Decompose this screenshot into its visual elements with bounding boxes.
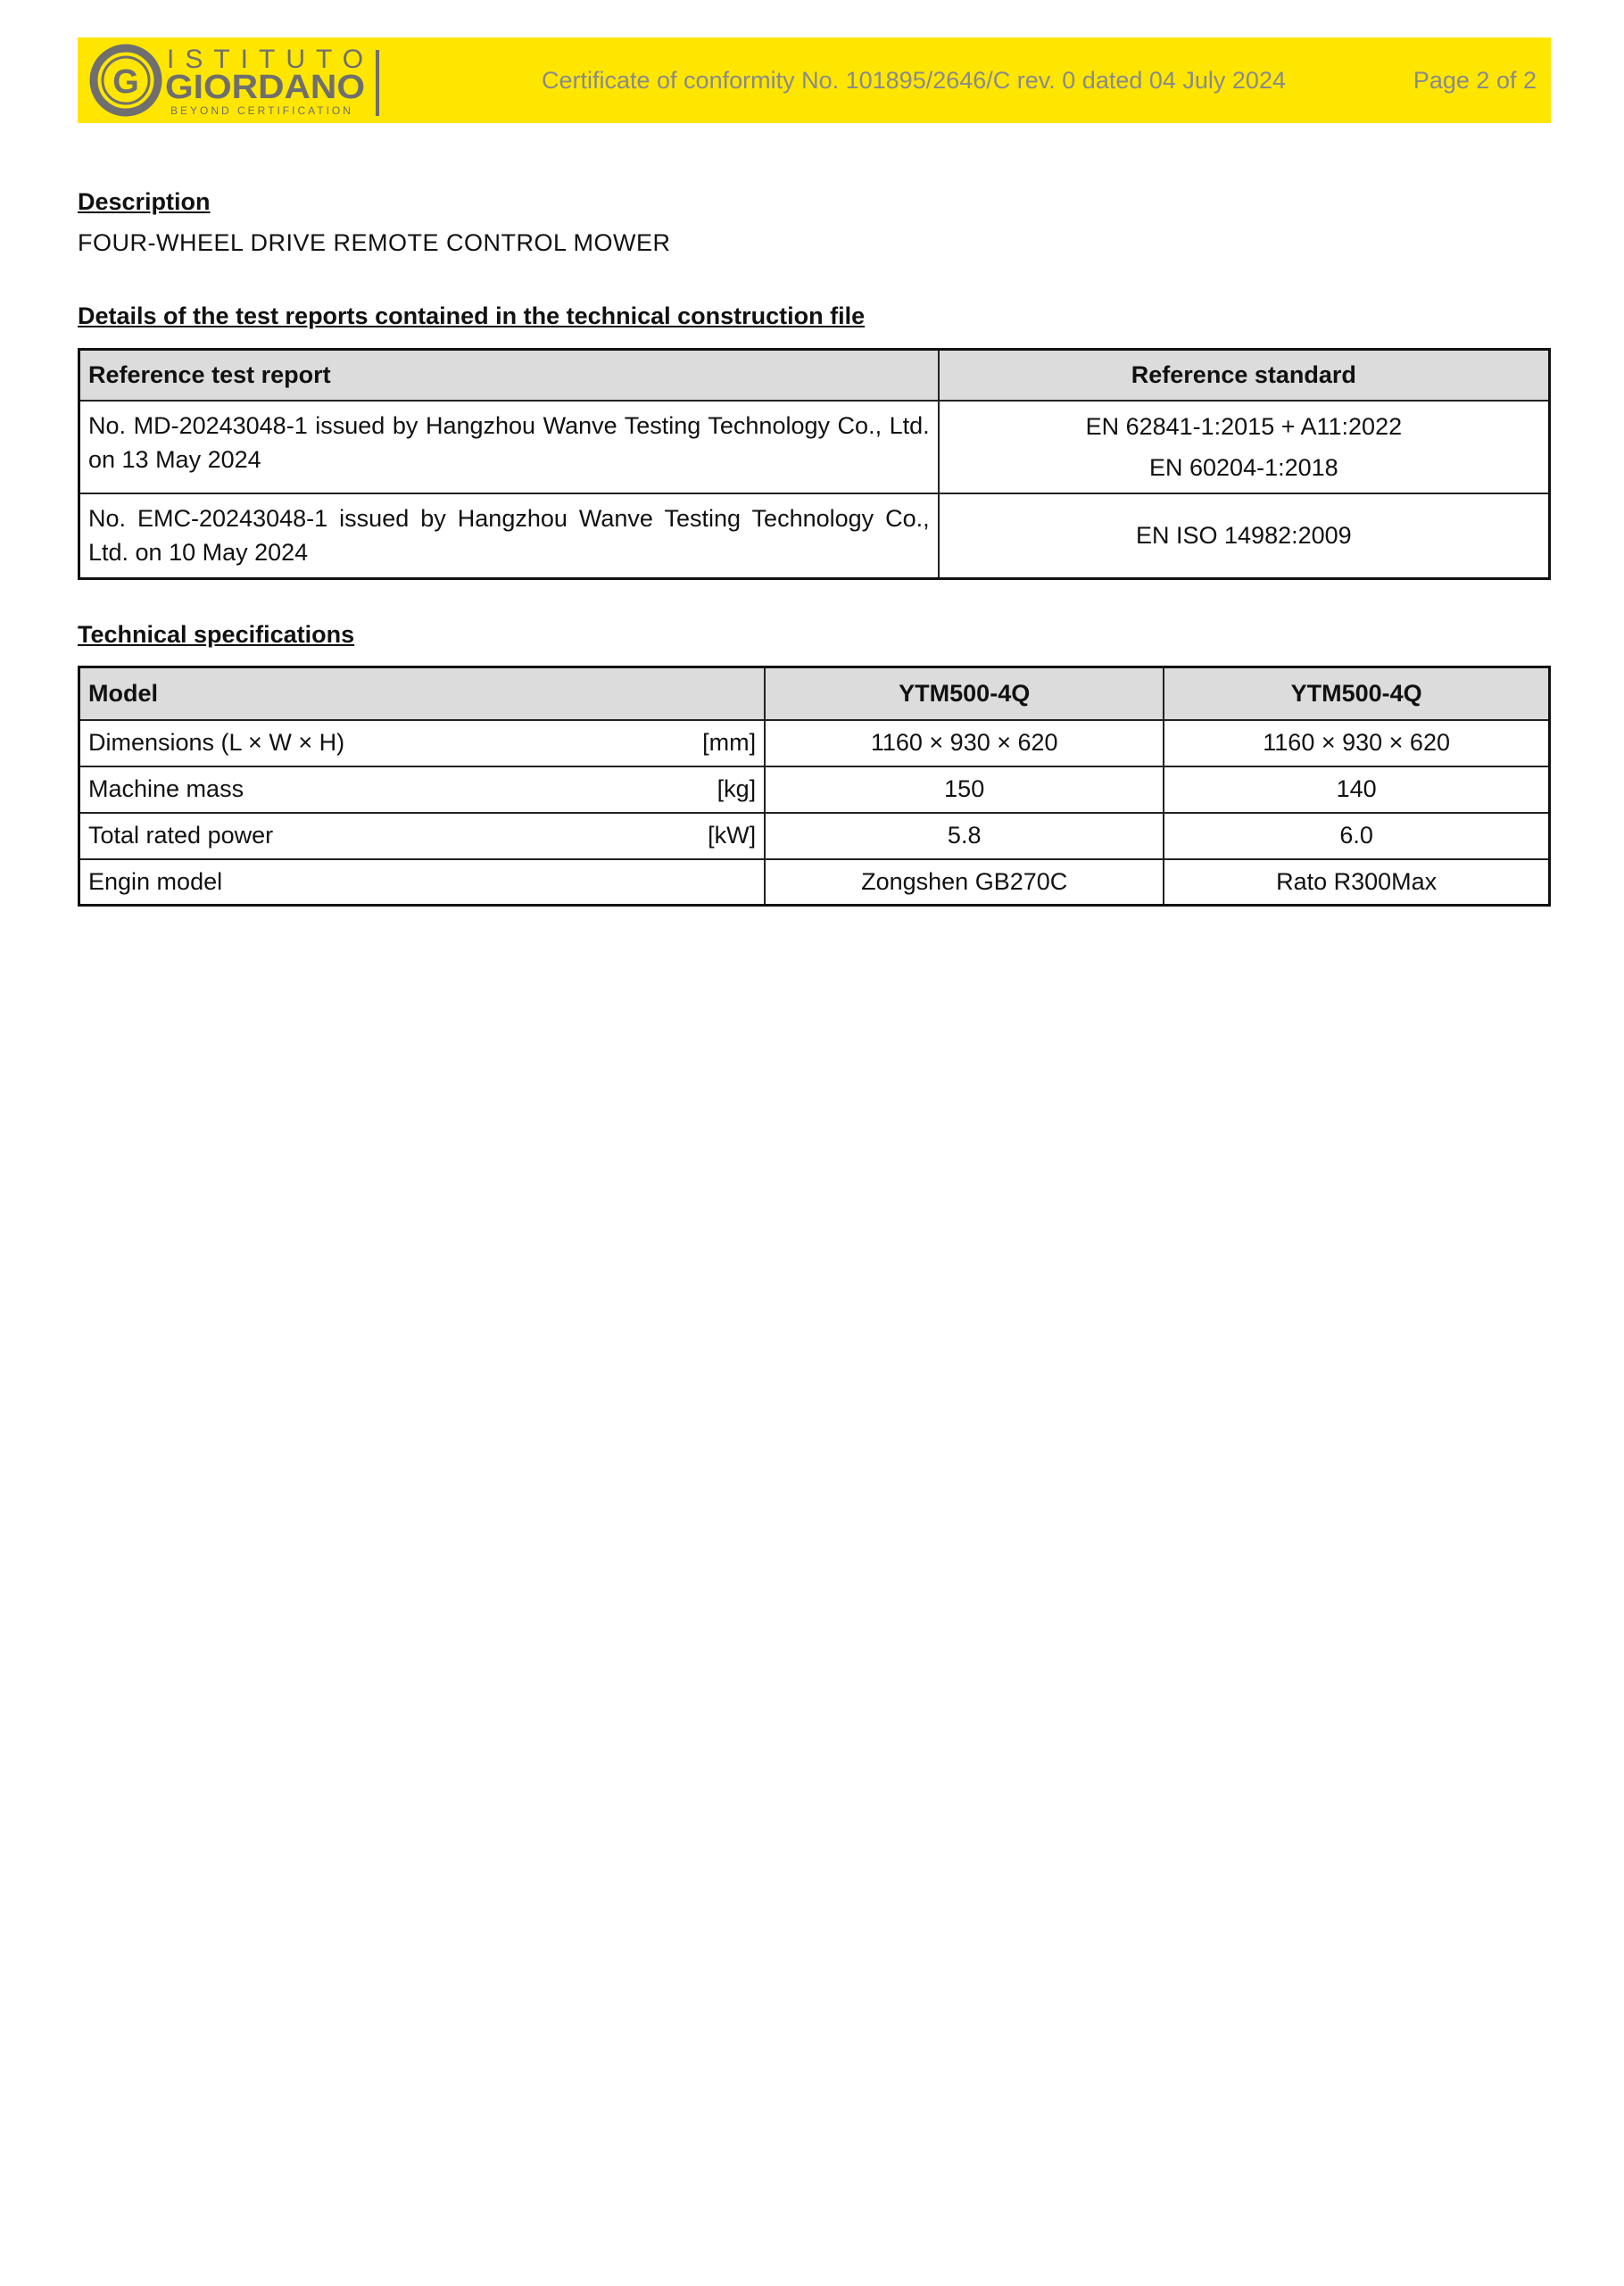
spec-value: 1160 × 930 × 620: [765, 720, 1164, 766]
table-row: [79, 493, 1550, 579]
spec-label: [79, 859, 766, 906]
spec-label: [79, 720, 766, 766]
spec-label-text: Dimensions (L × W × H): [88, 729, 345, 756]
table-row: [79, 720, 1550, 766]
svg-text:G: G: [112, 63, 139, 101]
spec-label-text: Total rated power: [88, 822, 274, 849]
page-number: Page 2 of 2: [1413, 67, 1537, 94]
istituto-giordano-logo: [88, 43, 392, 118]
standard-item: EN ISO 14982:2009: [1136, 522, 1352, 550]
standard-item: EN 60204-1:2018: [1149, 453, 1338, 481]
standard-cell: [939, 401, 1550, 493]
table-row: [79, 766, 1550, 813]
spec-value: 6.0: [1164, 813, 1549, 859]
logo-tagline: BEYOND CERTIFICATION: [170, 104, 353, 117]
report-cell: No. MD-20243048-1 issued by Hangzhou Wanve Testing Technology Co., Ltd. on 13 May 2024: [79, 401, 939, 493]
spec-unit: [kW]: [708, 822, 757, 849]
header-model-1: YTM500-4Q: [765, 667, 1164, 720]
test-reports-title: Details of the test reports contained in the technical construction file: [78, 302, 866, 329]
technical-specs-title: Technical specifications: [78, 621, 355, 648]
logo-name-top: ISTITUTO: [167, 45, 375, 74]
logo-name-main: GIORDANO: [165, 69, 365, 106]
table-header-row: [79, 350, 1550, 401]
table-row: [79, 813, 1550, 859]
header-reference-standard: Reference standard: [939, 350, 1550, 401]
table-row: [79, 859, 1550, 906]
test-reports-table: [78, 348, 1551, 580]
header-model-2: YTM500-4Q: [1164, 667, 1549, 720]
spec-label: [79, 766, 766, 813]
description-text: FOUR-WHEEL DRIVE REMOTE CONTROL MOWER: [78, 229, 671, 256]
spec-unit: [kg]: [717, 775, 757, 802]
spec-label-text: Engin model: [88, 867, 223, 895]
spec-label-text: Machine mass: [88, 775, 244, 802]
standard-item: EN 62841-1:2015 + A11:2022: [1085, 412, 1403, 440]
spec-value: 150: [765, 766, 1164, 813]
spec-value: 140: [1164, 766, 1549, 813]
spec-value: 1160 × 930 × 620: [1164, 720, 1549, 766]
certificate-number: Certificate of conformity No. 101895/2646/C rev. 0 dated 04 July 2024: [542, 67, 1286, 94]
spec-value: Rato R300Max: [1164, 859, 1549, 906]
standard-cell: [939, 493, 1550, 579]
spec-unit: [mm]: [702, 729, 757, 756]
spec-value: Zongshen GB270C: [765, 859, 1164, 906]
table-row: [79, 401, 1550, 493]
description-title: Description: [78, 188, 211, 215]
table-header-row: [79, 667, 1550, 720]
spec-value: 5.8: [765, 813, 1164, 859]
technical-specs-table: [78, 666, 1551, 907]
report-cell: No. EMC-20243048-1 issued by Hangzhou Wanve Testing Technology Co., Ltd. on 10 May 2024: [79, 493, 939, 579]
header-reference-test-report: Reference test report: [79, 350, 939, 401]
spec-label: [79, 813, 766, 859]
header-band: [78, 37, 1551, 123]
header-model: Model: [79, 667, 766, 720]
